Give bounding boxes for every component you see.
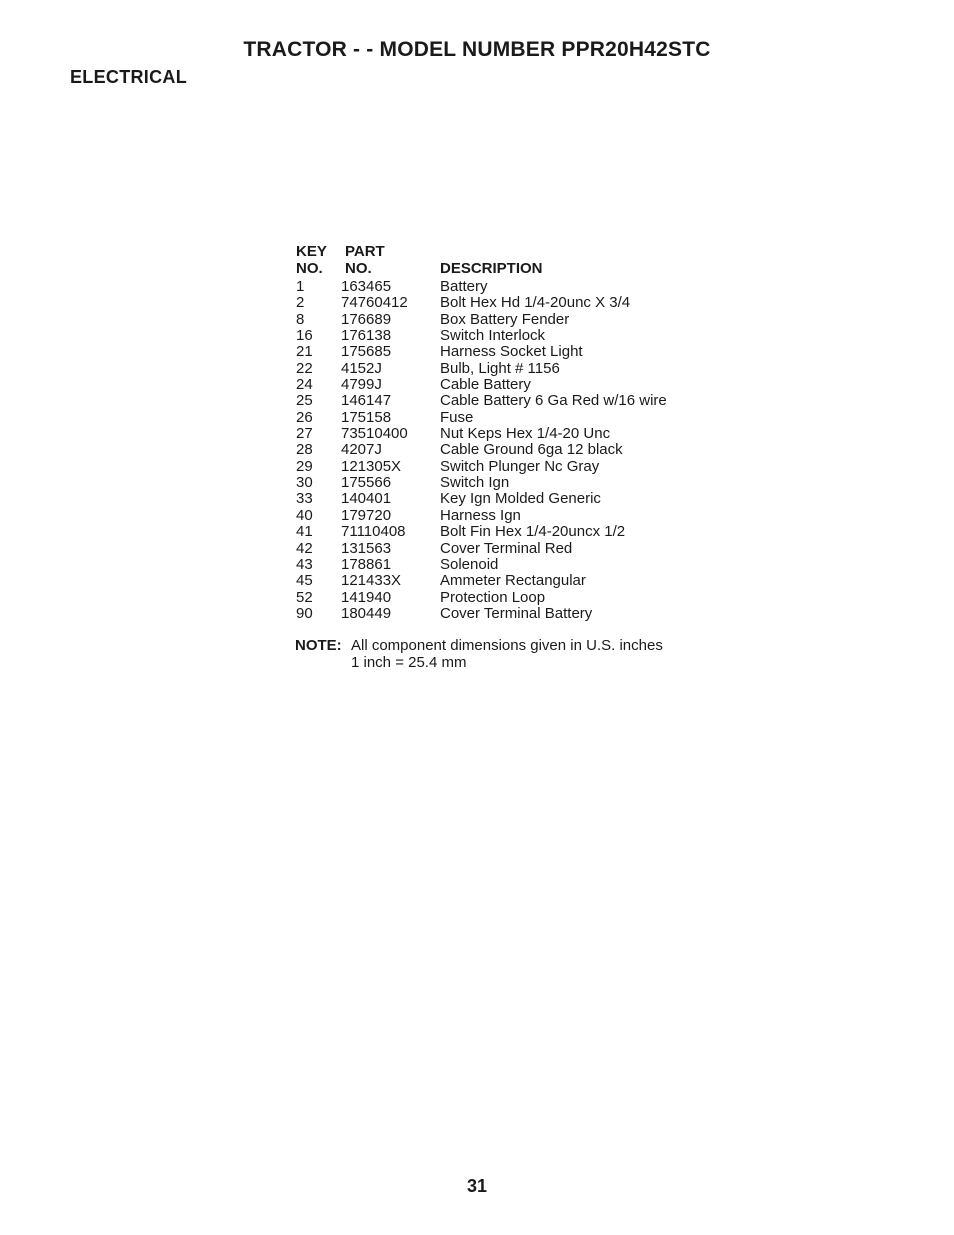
- part-no-cell: 141940: [341, 588, 392, 606]
- key-no-cell: 8: [296, 310, 305, 328]
- part-no-cell: 71110408: [341, 523, 406, 541]
- key-no-cell: 42: [296, 539, 313, 557]
- description-cell: Switch Plunger Nc Gray: [440, 457, 600, 475]
- part-header-line2: NO.: [345, 260, 372, 277]
- description-cell: Switch Ign: [440, 474, 510, 492]
- description-cell: Switch Interlock: [440, 327, 546, 345]
- part-no-cell: 131563: [341, 539, 392, 557]
- description-cell: Cable Battery: [440, 376, 531, 394]
- description-header: DESCRIPTION: [440, 260, 543, 277]
- description-cell: Cover Terminal Red: [440, 539, 573, 557]
- part-no-cell: 146147: [341, 392, 392, 410]
- description-cell: Ammeter Rectangular: [440, 572, 586, 590]
- description-cell: Box Battery Fender: [440, 310, 570, 328]
- key-no-cell: 33: [296, 490, 313, 508]
- part-no-cell: 163465: [341, 278, 392, 295]
- part-no-cell: 74760412: [341, 294, 408, 312]
- key-no-cell: 26: [296, 408, 313, 426]
- part-no-cell: 176138: [341, 327, 392, 345]
- section-heading: ELECTRICAL: [70, 67, 187, 87]
- part-no-cell: 4207J: [341, 441, 382, 459]
- part-no-cell: 140401: [341, 490, 392, 508]
- key-no-cell: 52: [296, 588, 313, 606]
- key-no-cell: 25: [296, 392, 313, 410]
- key-no-cell: 28: [296, 441, 313, 459]
- key-no-cell: 40: [296, 506, 313, 524]
- description-cell: Harness Socket Light: [440, 343, 583, 361]
- key-no-cell: 27: [296, 425, 313, 443]
- key-header-line1: KEY: [296, 243, 327, 260]
- key-header-line2: NO.: [296, 260, 323, 277]
- note-line-1: All component dimensions given in U.S. inches: [351, 637, 663, 654]
- description-cell: Harness Ign: [440, 506, 521, 524]
- part-no-cell: 175685: [341, 343, 392, 361]
- part-no-cell: 121433X: [341, 572, 402, 590]
- description-cell: Cable Ground 6ga 12 black: [440, 441, 623, 459]
- description-cell: Protection Loop: [440, 588, 546, 606]
- key-no-cell: 45: [296, 572, 313, 590]
- part-no-cell: 4152J: [341, 359, 382, 377]
- page-title: TRACTOR - - MODEL NUMBER PPR20H42STC: [243, 38, 711, 61]
- part-no-cell: 175566: [341, 474, 392, 492]
- description-cell: Nut Keps Hex 1/4-20 Unc: [440, 425, 611, 443]
- key-no-cell: 2: [296, 294, 305, 312]
- part-no-cell: 176689: [341, 310, 392, 328]
- description-cell: Bolt Hex Hd 1/4-20unc X 3/4: [440, 294, 631, 312]
- part-no-cell: 175158: [341, 408, 392, 426]
- key-no-cell: 29: [296, 457, 313, 475]
- description-cell: Key Ign Molded Generic: [440, 490, 601, 508]
- part-no-cell: 178861: [341, 555, 392, 573]
- note-label: NOTE:: [295, 637, 342, 654]
- part-no-cell: 179720: [341, 506, 392, 524]
- key-no-cell: 30: [296, 474, 313, 492]
- description-cell: Battery: [440, 278, 488, 295]
- key-no-cell: 24: [296, 376, 313, 394]
- part-no-cell: 121305X: [341, 457, 402, 475]
- description-cell: Bolt Fin Hex 1/4-20uncx 1/2: [440, 523, 626, 541]
- part-no-cell: 4799J: [341, 376, 382, 394]
- key-no-cell: 43: [296, 555, 313, 573]
- page-number: 31: [466, 1176, 488, 1196]
- key-no-cell: 21: [296, 343, 313, 361]
- part-no-cell: 73510400: [341, 425, 408, 443]
- description-cell: Cable Battery 6 Ga Red w/16 wire: [440, 392, 667, 410]
- part-no-cell: 180449: [341, 604, 392, 622]
- description-cell: Cover Terminal Battery: [440, 604, 593, 622]
- description-cell: Bulb, Light # 1156: [440, 359, 560, 377]
- key-no-cell: 22: [296, 359, 313, 377]
- note-line-2: 1 inch = 25.4 mm: [351, 653, 467, 671]
- key-no-cell: 90: [296, 604, 313, 622]
- key-no-cell: 1: [296, 278, 305, 295]
- part-header-line1: PART: [345, 243, 385, 260]
- description-cell: Solenoid: [440, 555, 499, 573]
- key-no-cell: 41: [296, 523, 313, 541]
- description-cell: Fuse: [440, 408, 474, 426]
- key-no-cell: 16: [296, 327, 313, 345]
